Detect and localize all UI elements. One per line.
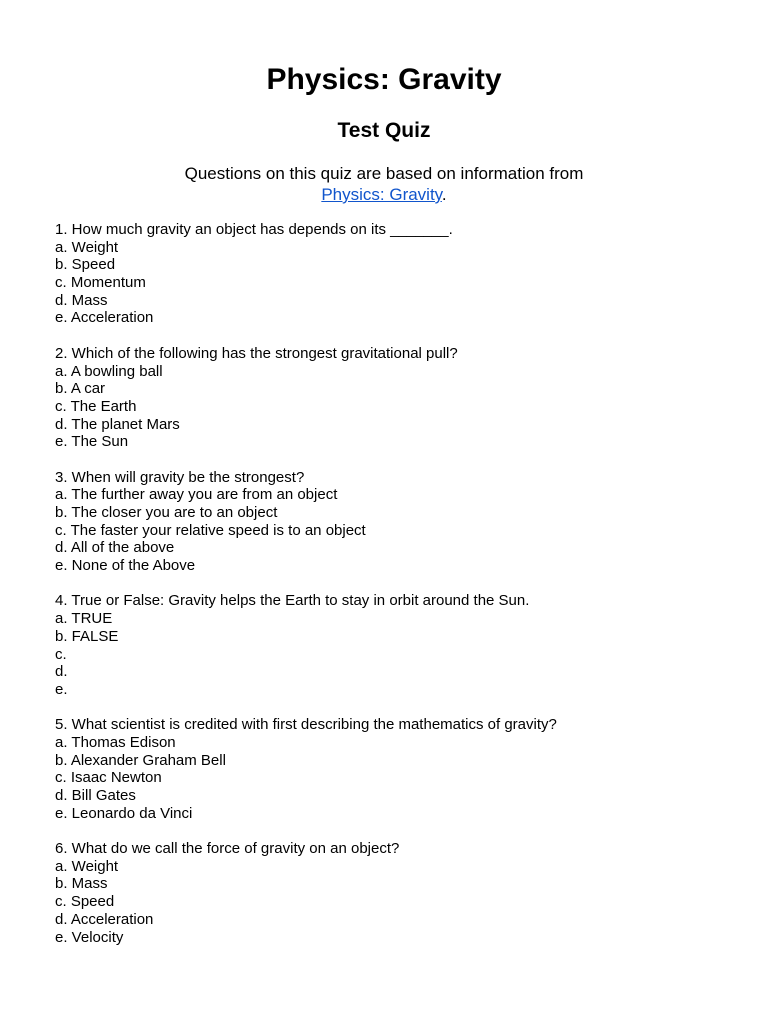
answer-option: d. Mass bbox=[55, 291, 108, 309]
answer-option: e. Velocity bbox=[55, 928, 124, 946]
question-text: 6. What do we call the force of gravity on an object? bbox=[55, 840, 400, 858]
answer-option: a. A bowling ball bbox=[55, 362, 163, 380]
source-link[interactable]: Physics: Gravity bbox=[321, 185, 442, 204]
answer-option: d. All of the above bbox=[55, 539, 175, 557]
question-6 bbox=[55, 840, 735, 946]
answer-option: c. The Earth bbox=[55, 397, 137, 415]
answer-option: e. Acceleration bbox=[55, 309, 154, 327]
answer-option: e. bbox=[55, 680, 68, 698]
answer-option: a. TRUE bbox=[55, 610, 113, 628]
answer-option: b. FALSE bbox=[55, 627, 119, 645]
answer-option: e. The Sun bbox=[55, 433, 129, 451]
answer-option: d. The planet Mars bbox=[55, 415, 180, 433]
question-list bbox=[55, 221, 735, 964]
answer-option: b. Mass bbox=[55, 875, 108, 893]
answer-option: a. The further away you are from an object bbox=[55, 486, 338, 504]
answer-option: c. Isaac Newton bbox=[55, 769, 162, 787]
answer-option: b. Alexander Graham Bell bbox=[55, 751, 226, 769]
question-5 bbox=[55, 716, 735, 822]
intro-text: Questions on this quiz are based on information from bbox=[184, 164, 584, 183]
question-text: 1. How much gravity an object has depends on its _______. bbox=[55, 221, 453, 238]
answer-option: c. Momentum bbox=[55, 274, 146, 292]
question-text: 5. What scientist is credited with first describing the mathematics of gravity? bbox=[55, 716, 557, 734]
answer-option: d. bbox=[55, 663, 68, 681]
question-3 bbox=[55, 469, 735, 575]
question-1 bbox=[55, 221, 735, 327]
answer-option: a. Thomas Edison bbox=[55, 733, 176, 751]
question-text: 3. When will gravity be the strongest? bbox=[55, 468, 305, 486]
answer-option: c. Speed bbox=[55, 893, 115, 911]
answer-option: b. A car bbox=[55, 380, 106, 398]
question-text: 4. True or False: Gravity helps the Earth to stay in orbit around the Sun. bbox=[55, 592, 530, 610]
question-2 bbox=[55, 345, 735, 451]
answer-option: c. The faster your relative speed is to an object bbox=[55, 521, 366, 539]
answer-option: d. Bill Gates bbox=[55, 787, 136, 804]
answer-option: e. Leonardo da Vinci bbox=[55, 804, 193, 822]
intro-paragraph bbox=[0, 163, 768, 205]
answer-option: d. Acceleration bbox=[55, 910, 154, 928]
answer-option: e. None of the Above bbox=[55, 557, 196, 575]
question-text: 2. Which of the following has the strongest gravitational pull? bbox=[55, 344, 458, 362]
answer-option: a. Weight bbox=[55, 857, 119, 875]
answer-option: c. bbox=[55, 645, 67, 663]
answer-option: a. Weight bbox=[55, 238, 119, 256]
intro-end: . bbox=[441, 185, 447, 204]
page-subtitle: Test Quiz bbox=[337, 119, 431, 142]
answer-option: b. The closer you are to an object bbox=[55, 504, 278, 521]
page-title: Physics: Gravity bbox=[266, 63, 502, 96]
question-4 bbox=[55, 592, 735, 698]
answer-option: b. Speed bbox=[55, 256, 116, 274]
